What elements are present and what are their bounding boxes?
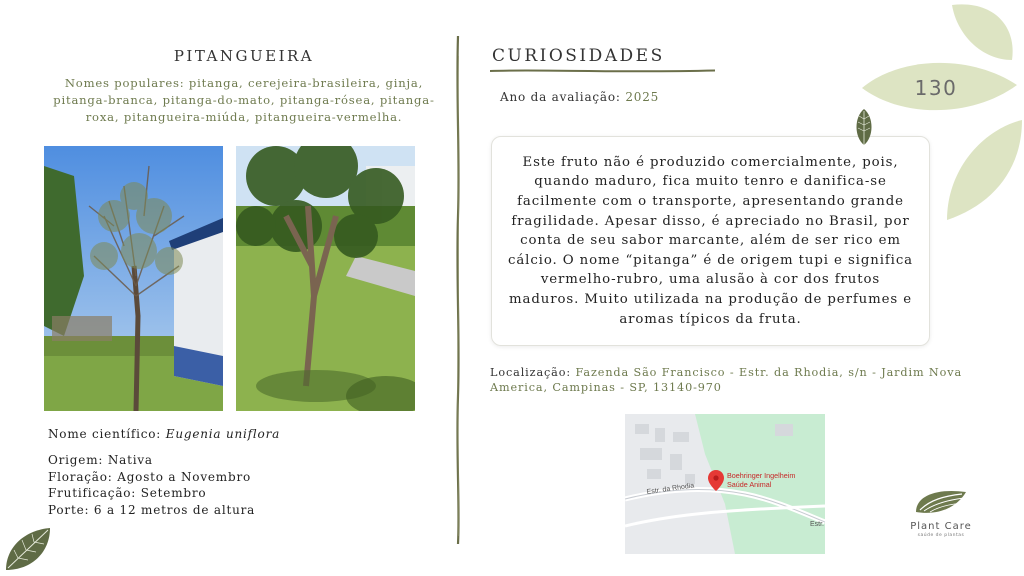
bottom-leaf-icon bbox=[2, 526, 52, 572]
map-road-label-2: Estr. bbox=[810, 521, 825, 528]
map-road-label: Estr. da Rhodia bbox=[646, 482, 695, 496]
evaluation-year bbox=[500, 90, 659, 104]
plant-facts bbox=[48, 452, 255, 518]
evaluation-year-value: 2025 bbox=[625, 90, 660, 104]
fact-fruiting: Frutificação: Setembro bbox=[48, 486, 207, 500]
map-place-name: Boehringer Ingelheim bbox=[727, 471, 796, 480]
location bbox=[490, 365, 990, 395]
location-map[interactable] bbox=[625, 414, 825, 554]
tree-photo-2 bbox=[236, 146, 415, 411]
location-label: Localização: bbox=[490, 366, 576, 379]
logo-name: Plant Care bbox=[910, 521, 972, 532]
fact-size: Porte: 6 a 12 metros de altura bbox=[48, 502, 256, 517]
plant-title: PITANGUEIRA bbox=[173, 47, 315, 65]
column-divider bbox=[455, 36, 461, 544]
scientific-name-value: Eugenia uniflora bbox=[165, 427, 281, 441]
evaluation-year-label: Ano da avaliação: bbox=[500, 90, 626, 104]
scientific-name bbox=[48, 427, 280, 441]
fact-flowering: Floração: Agosto a Novembro bbox=[48, 469, 252, 484]
tree-photo-1 bbox=[44, 146, 223, 411]
location-value: Fazenda São Francisco - Estr. da Rhodia, s/n - Jardim Nova America, Campinas - SP, 13140-970 bbox=[490, 366, 963, 394]
map-place-name-2: Saúde Animal bbox=[727, 480, 772, 489]
small-leaf-icon bbox=[852, 107, 876, 147]
scientific-name-label: Nome científico: bbox=[48, 427, 166, 441]
logo-tagline: saúde de plantas bbox=[917, 533, 965, 538]
title-underline bbox=[490, 68, 715, 74]
page-number: 130 bbox=[914, 76, 958, 100]
decorative-leaves-icon bbox=[852, 0, 1024, 230]
common-names: Nomes populares: pitanga, cerejeira-brasileira, ginja, pitanga-branca, pitanga-do-mato, pitanga-rósea, pitanga-roxa, pitangueira-miúda, pitangueira-vermelha. bbox=[53, 76, 435, 124]
curiosity-text: Este fruto não é produzido comercialmente, pois, quando maduro, fica muito tenro e danifica-se facilmente com o transporte, apresentando grande fragilidade. Apesar disso, é apreciado no Brasil, por conta de seu sabor marcante, além de ser rico em cálcio. O nome “pitanga” é de origem tupi e significa vermelho-rubro, uma alusão à cor dos frutos maduros. Muito utilizada na produção de perfumes e aromas típicos da fruta. bbox=[508, 154, 913, 327]
curiosities-title: CURIOSIDADES bbox=[492, 46, 665, 66]
fact-origin: Origem: Nativa bbox=[48, 453, 153, 467]
